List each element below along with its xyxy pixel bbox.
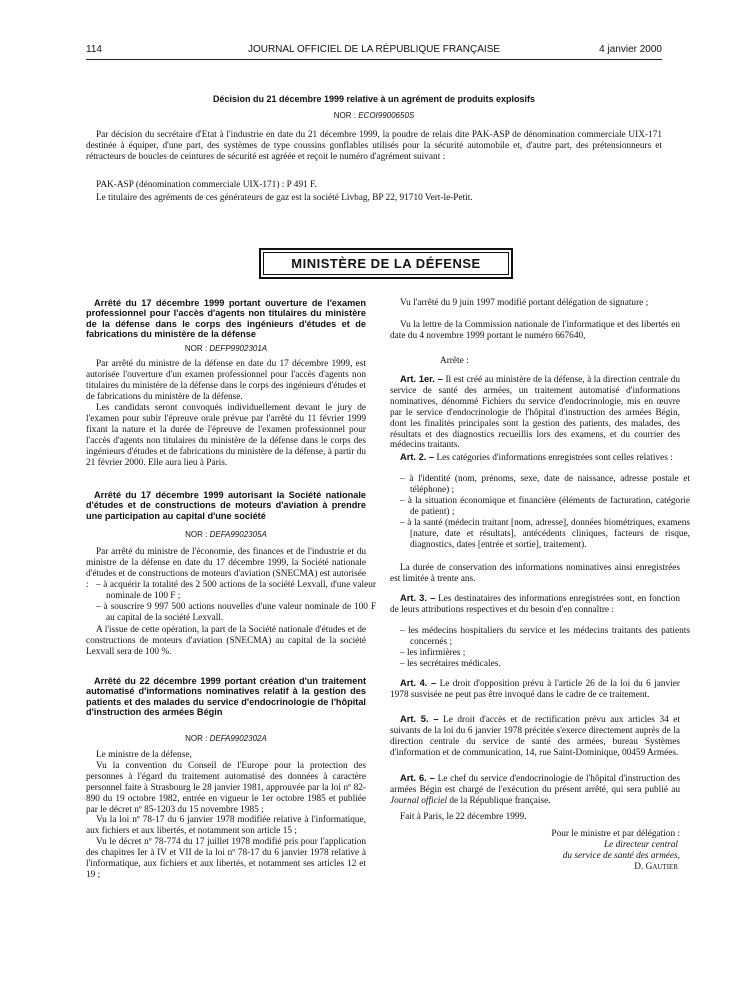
arrete-keyword: Arrête : [440,356,469,366]
signature-line-3: du service de santé des armées, [562,851,680,861]
arrete-2-nor: NOR : DEFA9902305A [185,530,267,539]
article-2-item-2: – à la situation économique et financière (éléments de facturation, catégorie de patient) ; [400,496,690,517]
article-2-item-3: – à la santé (médecin traitant [nom, adresse], données biométriques, examens [nature, date et résultats], antécédents cliniques, facteurs de risque, diagnostics, dates [entrée et sortie], traitement). [400,518,690,550]
decision-titulaire-line: Le titulaire des agréments de ces générateurs de gaz est la société Livbag, BP 22, 91710 Vert-le-Petit. [96,193,473,203]
article-4-label: Art. 4. – [400,678,437,688]
arrete-3-para-3: Vu la loi nº 78-17 du 6 janvier 1978 modifiée relative à l'informatique, aux fichiers et aux libertés, et notamment son article 15 ; [86,815,366,836]
article-1-label: Art. 1er. – [400,374,443,384]
decision-paragraph: Par décision du secrétaire d'Etat à l'industrie en date du 21 décembre 1999, la poudre de relais dite PAK-ASP de dénomination commerciale UIX-171 destinée à équiper, d'une part, des systèmes de type coussins gonflables utilisés pour la sécurité automobile et, d'autre part, des prétensionneurs et rétracteurs de boucles de ceintures de sécurité est agréée et reçoit le numéro d'agrément suivant : [86,130,662,162]
arrete-1-para-2: Les candidats seront convoqués individuellement devant le jury de l'examen pour subir l'épreuve orale prévue par l'arrêté du 11 février 1999 fixant la nature et la durée de l'épreuve de l'examen professionnel pour l'accès d'agents non titulaires du ministère de la défense dans le corps des ingénieurs d'études et de fabrications du ministère de la défense, à partir du 21 février 2000. Elle aura lieu à Paris. [86,403,366,468]
signatory-name: D. Gautier [634,862,678,872]
visa-cnil: Vu la lettre de la Commission nationale de l'informatique et des libertés en date du 4 novembre 1999 portant le numéro 667640, [390,320,680,341]
arrete-3-para-4: Vu le décret nº 78-774 du 17 juillet 1978 modifié pris pour l'application des chapitres Ier à IV et VII de la loi nº 78-17 du 6 janvier 1978 relative à l'informatique, aux fichiers et aux libertés, et notamment ses articles 12 et 19 ; [86,837,366,880]
article-4: Art. 4. – Le droit d'opposition prévu à l'article 26 de la loi du 6 janvier 1978 susvisée ne peut pas être invoqué dans le cadre de ce traitement. [390,678,681,700]
arrete-1-title: Arrêté du 17 décembre 1999 portant ouverture de l'examen professionnel pour l'accès d'agents non titulaires du ministère de la défense dans le corps des ingénieurs d'études et de fabrications du ministère de la défense [86,298,366,340]
arrete-1-para-1: Par arrêté du ministre de la défense en date du 17 décembre 1999, est autorisée l'ouverture d'un examen professionnel pour l'accès d'agents non titulaires du ministère de la défense dans le corps des ingénieurs d'études et de fabrications du ministère de la défense. [86,359,366,402]
journal-title: JOURNAL OFFICIEL DE LA RÉPUBLIQUE FRANÇAISE [247,44,501,55]
issue-date: 4 janvier 2000 [599,44,662,55]
article-6-label: Art. 6. – [400,773,435,783]
article-2-duration: La durée de conservation des informations nominatives ainsi enregistrées est limitée à trente ans. [390,563,680,584]
arrete-3-title: Arrêté du 22 décembre 1999 portant création d'un traitement automatisé d'informations nominatives relatif à la gestion des patients et des malades du service d'endocrinologie de l'hôpital d'instruction des armées Bégin [86,676,366,718]
decision-title: Décision du 21 décembre 1999 relative à un agrément de produits explosifs [212,94,536,104]
signature-line-1: Pour le ministre et par délégation : [551,829,680,839]
header-rule [86,59,662,60]
arrete-3-nor: NOR : DEFA9902302A [185,734,267,743]
ministry-heading-box [259,248,513,279]
ministry-heading: MINISTÈRE DE LA DÉFENSE [263,252,509,275]
article-2-item-1: – à l'identité (nom, prénoms, sexe, date de naissance, adresse postale et téléphone) ; [400,474,690,495]
visa-delegation: Vu l'arrêté du 9 juin 1997 modifié portant délégation de signature ; [400,298,649,308]
article-2: Art. 2. – Les catégories d'informations enregistrées sont celles relatives : [400,452,673,463]
article-3-item-2: – les infirmières ; [400,648,466,658]
article-6: Art. 6. – Le chef du service d'endocrinologie de l'hôpital d'instruction des armées Bégin est chargé de l'exécution du présent arrêté, qui sera publié au Journal officiel de la République française. [390,773,680,806]
signature-line-2: Le directeur central [603,840,678,850]
article-5: Art. 5. – Le droit d'accès et de rectification prévu aux articles 34 et suivants de la loi du 6 janvier 1978 précitée s'exerce directement auprès de la direction centrale du service de santé des armées, bureau Systèmes d'information et de communication, 14, rue Saint-Dominique, 00459 Armées. [390,714,680,758]
running-header [86,44,662,58]
journal-officiel-ref: Journal officiel [390,795,448,806]
article-3-item-1: – les médecins hospitaliers du service et les médecins traitants des patients concernés ; [400,626,690,647]
arrete-3-para-2: Vu la convention du Conseil de l'Europe pour la protection des personnes à l'égard du traitement automatisé des données à caractère personnel faite à Strasbourg le 28 janvier 1981, approuvée par la loi nº 82-890 du 19 octobre 1982, entrée en vigueur le 1er octobre 1985 et publiée par le décret nº 85-1203 du 15 novembre 1985 ; [86,761,366,815]
article-5-label: Art. 5. – [400,714,439,724]
arrete-3-para-1: Le ministre de la défense, [96,750,192,760]
signing-place-date: Fait à Paris, le 22 décembre 1999. [400,812,527,822]
arrete-2-item-2: – à souscrire 9 997 500 actions nouvelles d'une valeur nominale de 100 F au capital de la société Lexvall. [96,602,376,623]
arrete-1-nor: NOR : DEFP9902301A [184,344,268,353]
page-number: 114 [86,44,102,55]
article-1: Art. 1er. – Il est créé au ministère de la défense, à la direction centrale du service de santé des armées, un traitement automatisé d'informations nominatives, dénommé Fichiers du service d'endocrinologie, mis en œuvre par le service d'endocrinologie de l'hôpital d'instruction des armées Bégin, dont les finalités principales sont la gestion des patients, des malades, des résultats et des diagnostics recueillis lors des examens, et du courrier des médecins traitants. [390,374,680,451]
article-2-label: Art. 2. – [400,452,435,462]
article-3-item-3: – les secrétaires médicales. [400,659,501,669]
arrete-2-para-2: A l'issue de cette opération, la part de la Société nationale d'études et de constructions de moteurs d'aviation (SNECMA) au capital de la société Lexvall sera de 100 %. [86,625,366,657]
article-3: Art. 3. – Les destinataires des informations enregistrées sont, en fonction de leurs attributions respectives et du besoin d'en connaître : [390,593,681,615]
arrete-2-item-1: – à acquérir la totalité des 2 500 actions de la société Lexvall, d'une valeur nominale de 100 F ; [96,580,376,601]
arrete-2-para-1: Par arrêté du ministre de l'économie, des finances et de l'industrie et du ministre de la défense en date du 17 décembre 1999, la Société nationale d'études et de constructions de moteurs d'aviation (SNECMA) est autorisée : [86,547,366,590]
article-3-label: Art. 3. – [400,593,436,603]
arrete-2-title: Arrêté du 17 décembre 1999 autorisant la Société nationale d'études et de constructions de moteurs d'aviation à prendre une participation au capital d'une société [86,490,366,521]
decision-agrement-line: PAK-ASP (dénomination commerciale UIX-171) : P 491 F. [96,180,317,190]
decision-nor: NOR : ECOI9900650S [333,111,415,120]
